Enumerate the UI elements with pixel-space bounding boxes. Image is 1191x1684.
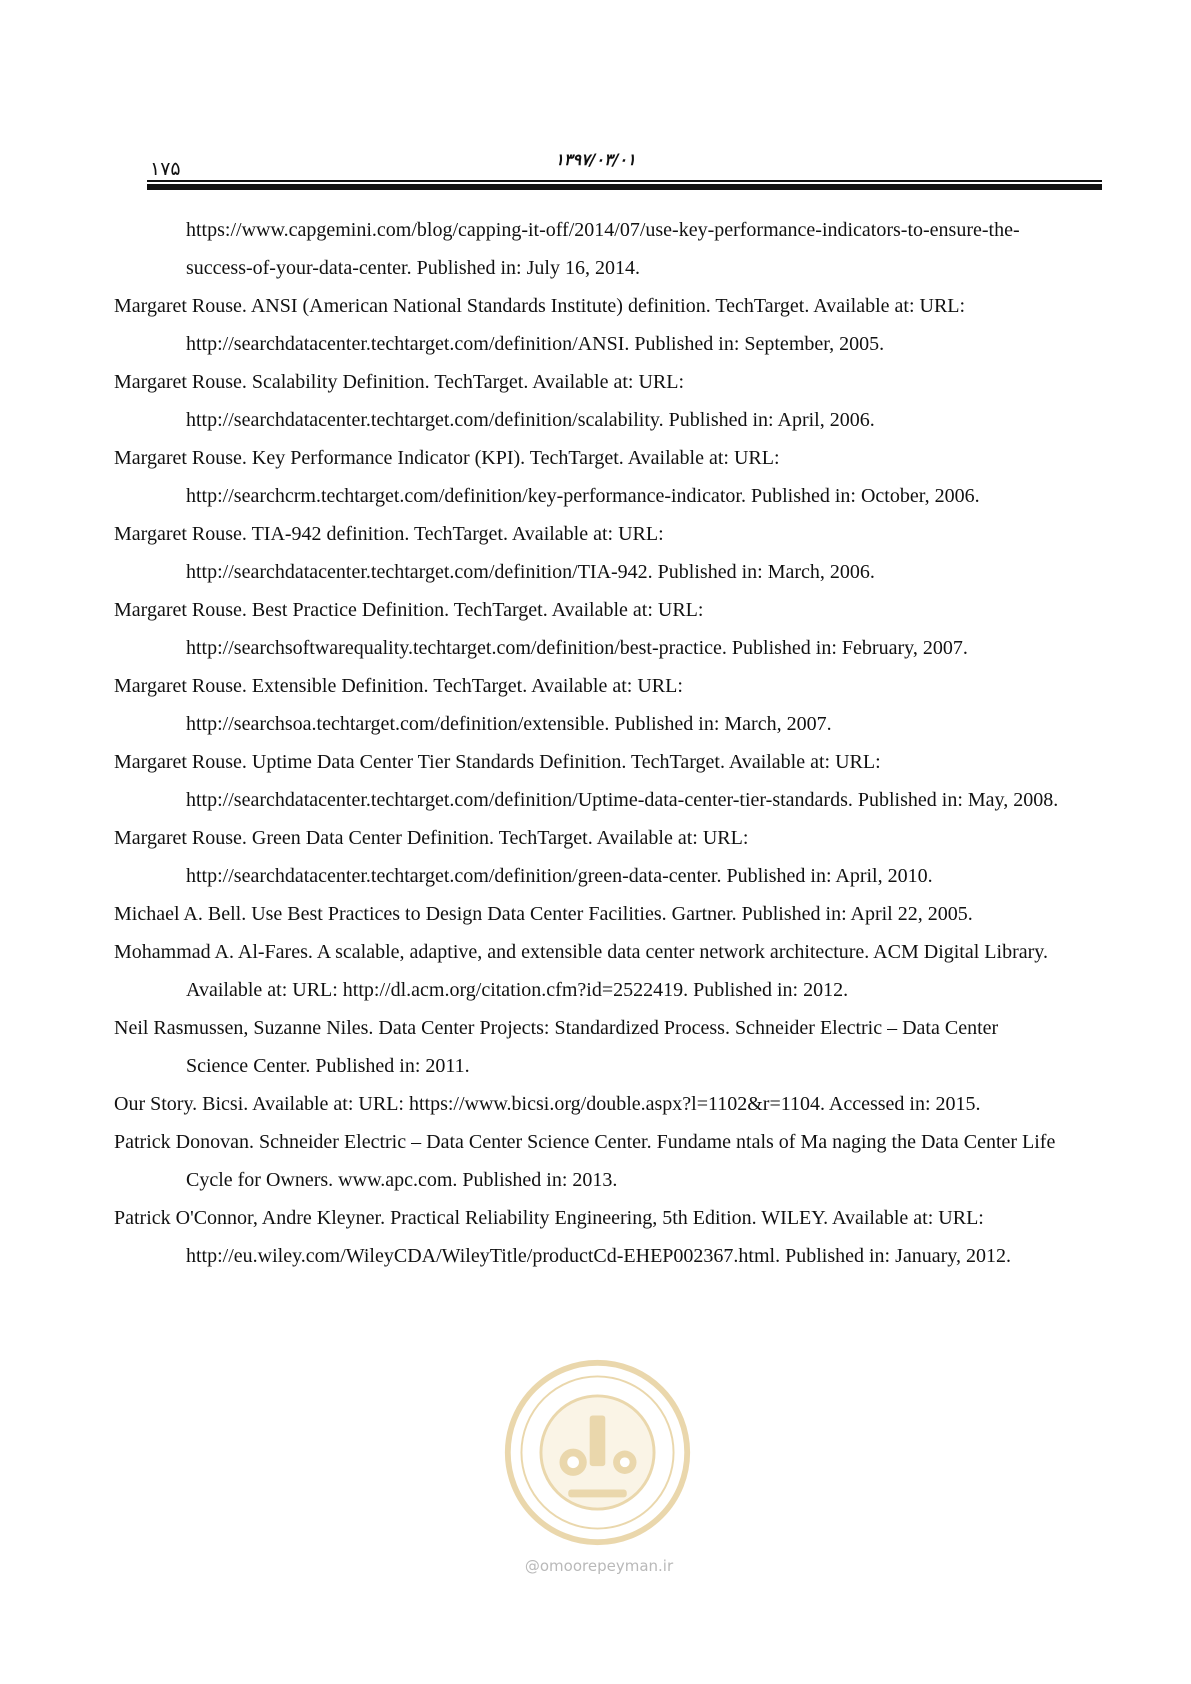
reference-entry: https://www.capgemini.com/blog/capping-it-off/2014/07/use-key-performance-indicators-to-ensure-the-success-of-your-data-center. Published in: July 16, 2014. (186, 219, 1020, 279)
header-rule-thin (147, 180, 1102, 182)
reference-entry: Margaret Rouse. Extensible Definition. TechTarget. Available at: URL: http://searchsoa.techtarget.com/definition/extensible. Published in: March, 2007. (114, 675, 832, 735)
reference-entry: Margaret Rouse. Uptime Data Center Tier Standards Definition. TechTarget. Available at: URL: http://searchdatacenter.techtarget.com/definition/Uptime-data-center-tier-standards. Published in: May, 2008. (114, 751, 1059, 811)
reference-entry: Patrick Donovan. Schneider Electric – Data Center Science Center. Fundame ntals of Ma naging the Data Center Life Cycle for Owners. www.apc.com. Published in: 2013. (114, 1131, 1056, 1191)
reference-list (114, 211, 1064, 1275)
reference-entry: Margaret Rouse. ANSI (American National Standards Institute) definition. TechTarget. Available at: URL: http://searchdatacenter.techtarget.com/definition/ANSI. Published in: September, 2005. (114, 295, 966, 355)
reference-entry: Mohammad A. Al-Fares. A scalable, adaptive, and extensible data center network architecture. ACM Digital Library. Available at: URL: http://dl.acm.org/citation.cfm?id=2522419. Published in: 2012. (114, 941, 1048, 1001)
reference-entry: Margaret Rouse. TIA-942 definition. TechTarget. Available at: URL: http://searchdatacenter.techtarget.com/definition/TIA-942. Published in: March, 2006. (114, 523, 875, 583)
reference-entry: Margaret Rouse. Green Data Center Definition. TechTarget. Available at: URL: http://searchdatacenter.techtarget.com/definition/green-data-center. Published in: April, 2010. (114, 827, 933, 887)
reference-entry: Margaret Rouse. Scalability Definition. TechTarget. Available at: URL: http://searchdatacenter.techtarget.com/definition/scalability. Published in: April, 2006. (114, 371, 875, 431)
reference-entry: Michael A. Bell. Use Best Practices to Design Data Center Facilities. Gartner. Published in: April 22, 2005. (114, 903, 973, 925)
header-date: ۱۳۹۷/۰۳/۰۱ (555, 150, 636, 169)
reference-entry: Margaret Rouse. Best Practice Definition. TechTarget. Available at: URL: http://searchsoftwarequality.techtarget.com/definition/best-practice. Published in: February, 2007. (114, 599, 968, 659)
watermark-caption: @omoorepeyman.ir (524, 1557, 674, 1575)
header-rule-thick (147, 184, 1102, 190)
reference-entry: Margaret Rouse. Key Performance Indicator (KPI). TechTarget. Available at: URL: http://searchcrm.techtarget.com/definition/key-performance-indicator. Published in: October, 2006. (114, 447, 980, 507)
reference-entry: Patrick O'Connor, Andre Kleyner. Practical Reliability Engineering, 5th Edition. WILEY. Available at: URL: http://eu.wiley.com/WileyCDA/WileyTitle/productCd-EHEP002367.html. Published in: January, 2012. (114, 1207, 1011, 1267)
reference-entry: Neil Rasmussen, Suzanne Niles. Data Center Projects: Standardized Process. Schneider Electric – Data Center Science Center. Published in: 2011. (114, 1017, 999, 1077)
page-number: ۱۷۵ (150, 158, 181, 180)
reference-entry: Our Story. Bicsi. Available at: URL: https://www.bicsi.org/double.aspx?l=1102&r=1104. Accessed in: 2015. (114, 1093, 981, 1115)
watermark-seal-icon (500, 1355, 695, 1550)
